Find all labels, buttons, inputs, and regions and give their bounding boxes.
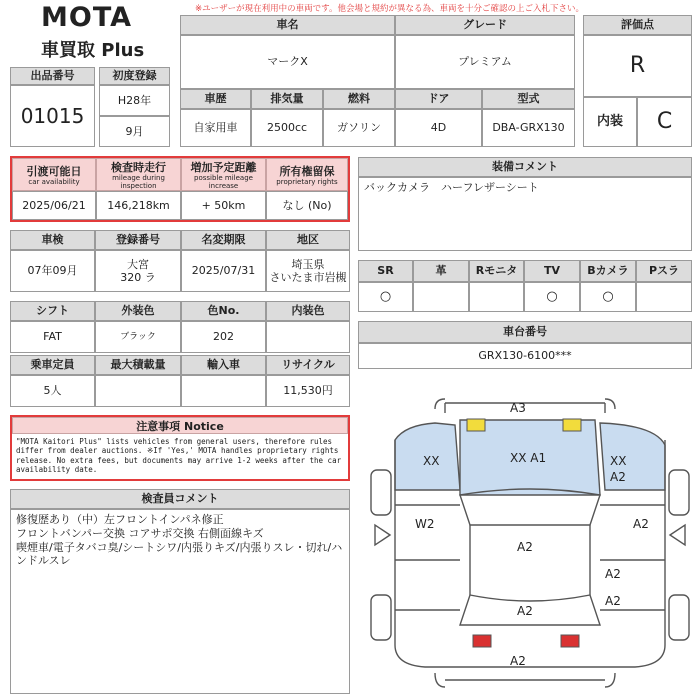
area-city: さいたま市岩槻 bbox=[269, 271, 347, 284]
damage-top: A3 bbox=[510, 401, 526, 415]
model: DBA-GRX130 bbox=[482, 109, 575, 147]
history-label: 車歴 bbox=[180, 89, 251, 109]
mileage-increase-header bbox=[181, 158, 266, 191]
rear-right-wheel bbox=[669, 595, 689, 640]
proprietary-sublabel: proprietary rights bbox=[276, 177, 338, 186]
shaken-label: 車検 bbox=[10, 230, 95, 250]
first-reg-year: H28年 bbox=[99, 85, 170, 116]
damage-hood-left: XX bbox=[423, 454, 440, 468]
recycle-value: 11,530円 bbox=[266, 375, 350, 407]
load-label: 最大積載量 bbox=[95, 355, 181, 375]
grade-label: グレード bbox=[395, 15, 575, 35]
damage-right-door: A2 bbox=[633, 517, 649, 531]
load-value bbox=[95, 375, 181, 407]
area-prefecture: 埼玉県 bbox=[291, 257, 325, 271]
option-sr-value: ○ bbox=[358, 282, 413, 312]
damage-rear-right: A2 bbox=[605, 567, 621, 581]
notice-title-text: 注意事項 Notice bbox=[136, 419, 224, 433]
ext-color-label: 外装色 bbox=[95, 301, 181, 321]
option-rmonitor-value bbox=[469, 282, 524, 312]
plate-region: 大宮 bbox=[127, 257, 149, 271]
car-damage-diagram bbox=[365, 395, 695, 695]
proprietary-header bbox=[266, 158, 348, 191]
chassis-value: GRX130-6100*** bbox=[358, 343, 692, 369]
shift-value: FAT bbox=[10, 321, 95, 353]
mileage-sublabel: mileage during inspection bbox=[112, 173, 165, 190]
score-value: R bbox=[583, 35, 692, 97]
model-label: 型式 bbox=[482, 89, 575, 109]
brand-logo: MOTA bbox=[41, 2, 133, 33]
lot-value: 01015 bbox=[10, 85, 95, 147]
equipment-comment: バックカメラ ハーフレザーシート bbox=[358, 177, 692, 251]
option-rmonitor-label: Rモニタ bbox=[469, 260, 524, 282]
option-tv-label: TV bbox=[524, 260, 580, 282]
interior-label: 内装 bbox=[583, 97, 637, 147]
front-left-wheel bbox=[371, 470, 391, 515]
notice-text: "MOTA Kaitori Plus" lists vehicles from general users, therefore rules differ from dealer auctions. ※If 'Yes,' MOTA handles proprietary rights release. No extra fees, but documents may arrive 1-2 weeks after the car availability date. bbox=[16, 437, 342, 475]
damage-hood-right-2: A2 bbox=[610, 470, 626, 484]
plate-value bbox=[95, 250, 181, 292]
area-label: 地区 bbox=[266, 230, 350, 250]
int-color-value bbox=[266, 321, 350, 353]
car-name-label: 車名 bbox=[180, 15, 395, 35]
damage-roof: A2 bbox=[517, 540, 533, 554]
import-value bbox=[181, 375, 266, 407]
recycle-label: リサイクル bbox=[266, 355, 350, 375]
capacity-label: 乗車定員 bbox=[10, 355, 95, 375]
front-right-wheel bbox=[669, 470, 689, 515]
plate-number: 320 ラ bbox=[120, 271, 156, 284]
area-value bbox=[266, 250, 350, 292]
interior-value: C bbox=[637, 97, 692, 147]
damage-hood-right-1: XX bbox=[610, 454, 627, 468]
front-right-lamp bbox=[563, 419, 581, 431]
brand-sub: 車買取 Plus bbox=[41, 40, 145, 61]
proprietary-value: なし (No) bbox=[266, 191, 348, 220]
lot-label: 出品番号 bbox=[10, 67, 95, 85]
int-color-label: 内装色 bbox=[266, 301, 350, 321]
rear-left-wheel bbox=[371, 595, 391, 640]
option-bcamera-label: Bカメラ bbox=[580, 260, 636, 282]
option-leather-label: 革 bbox=[413, 260, 469, 282]
option-sr-label: SR bbox=[358, 260, 413, 282]
top-notice: ※ユーザーが現在利用中の車両です。他会場と規約が異なる為、車両を十分ご確認の上ご入札下さい。 bbox=[195, 4, 584, 14]
plate-label: 登録番号 bbox=[95, 230, 181, 250]
mileage-value: 146,218km bbox=[96, 191, 181, 220]
car-name: マークX bbox=[180, 35, 395, 89]
option-leather-value bbox=[413, 282, 469, 312]
first-reg-month: 9月 bbox=[99, 116, 170, 147]
shift-label: シフト bbox=[10, 301, 95, 321]
shaken-value: 07年09月 bbox=[10, 250, 95, 292]
door: 4D bbox=[395, 109, 482, 147]
availability-label: 引渡可能日 bbox=[26, 164, 82, 178]
color-no-value: 202 bbox=[181, 321, 266, 353]
fuel: ガソリン bbox=[323, 109, 395, 147]
door-lines bbox=[395, 505, 665, 610]
mileage-increase-value: + 50km bbox=[181, 191, 266, 220]
import-label: 輸入車 bbox=[181, 355, 266, 375]
notice-title bbox=[12, 417, 348, 434]
pillar-lines bbox=[470, 525, 590, 595]
front-left-lamp bbox=[467, 419, 485, 431]
inspector-line-2: フロントバンパー交換 コアサポ交換 右側面線キズ bbox=[16, 526, 264, 540]
rear-bumper-outline bbox=[435, 673, 615, 687]
option-pslide-label: Pスラ bbox=[636, 260, 692, 282]
namechange-label: 名変期限 bbox=[181, 230, 266, 250]
mileage-increase-label: 増加予定距離 bbox=[190, 160, 257, 174]
chassis-label: 車台番号 bbox=[358, 321, 692, 343]
mileage-label: 検査時走行 bbox=[111, 160, 166, 174]
namechange-value: 2025/07/31 bbox=[181, 250, 266, 292]
fuel-label: 燃料 bbox=[323, 89, 395, 109]
history: 自家用車 bbox=[180, 109, 251, 147]
displacement-label: 排気量 bbox=[251, 89, 323, 109]
equipment-label: 装備コメント bbox=[358, 157, 692, 177]
damage-rear-left: A2 bbox=[605, 594, 621, 608]
capacity-value: 5人 bbox=[10, 375, 95, 407]
mileage-header bbox=[96, 158, 181, 191]
option-bcamera-value: ○ bbox=[580, 282, 636, 312]
damage-bottom: A2 bbox=[510, 654, 526, 668]
displacement: 2500cc bbox=[251, 109, 323, 147]
proprietary-label: 所有権留保 bbox=[279, 164, 335, 178]
grade: プレミアム bbox=[395, 35, 575, 89]
score-label: 評価点 bbox=[583, 15, 692, 35]
first-reg-label: 初度登録 bbox=[99, 67, 170, 85]
option-pslide-value bbox=[636, 282, 692, 312]
damage-hood-center: XX A1 bbox=[510, 451, 547, 465]
inspector-line-3: 喫煙車/電子タバコ臭/シートシワ/内張りキズ/内張りスレ・切れ/ハンドルスレ bbox=[16, 540, 343, 568]
ext-color-value: ブラック bbox=[95, 321, 181, 353]
mileage-increase-sublabel: possible mileage increase bbox=[194, 173, 253, 190]
rear-left-lamp bbox=[473, 635, 491, 647]
availability-header bbox=[12, 158, 96, 191]
inspector-label: 検査員コメント bbox=[10, 489, 350, 509]
inspector-comment bbox=[10, 509, 350, 694]
availability-sublabel: car availability bbox=[28, 177, 80, 186]
availability-date: 2025/06/21 bbox=[12, 191, 96, 220]
rear-right-lamp bbox=[561, 635, 579, 647]
option-tv-value: ○ bbox=[524, 282, 580, 312]
color-no-label: 色No. bbox=[181, 301, 266, 321]
damage-left-door: W2 bbox=[415, 517, 435, 531]
inspector-line-1: 修復歴あり（中）左フロントインパネ修正 bbox=[16, 513, 224, 526]
door-label: ドア bbox=[395, 89, 482, 109]
damage-trunk: A2 bbox=[517, 604, 533, 618]
